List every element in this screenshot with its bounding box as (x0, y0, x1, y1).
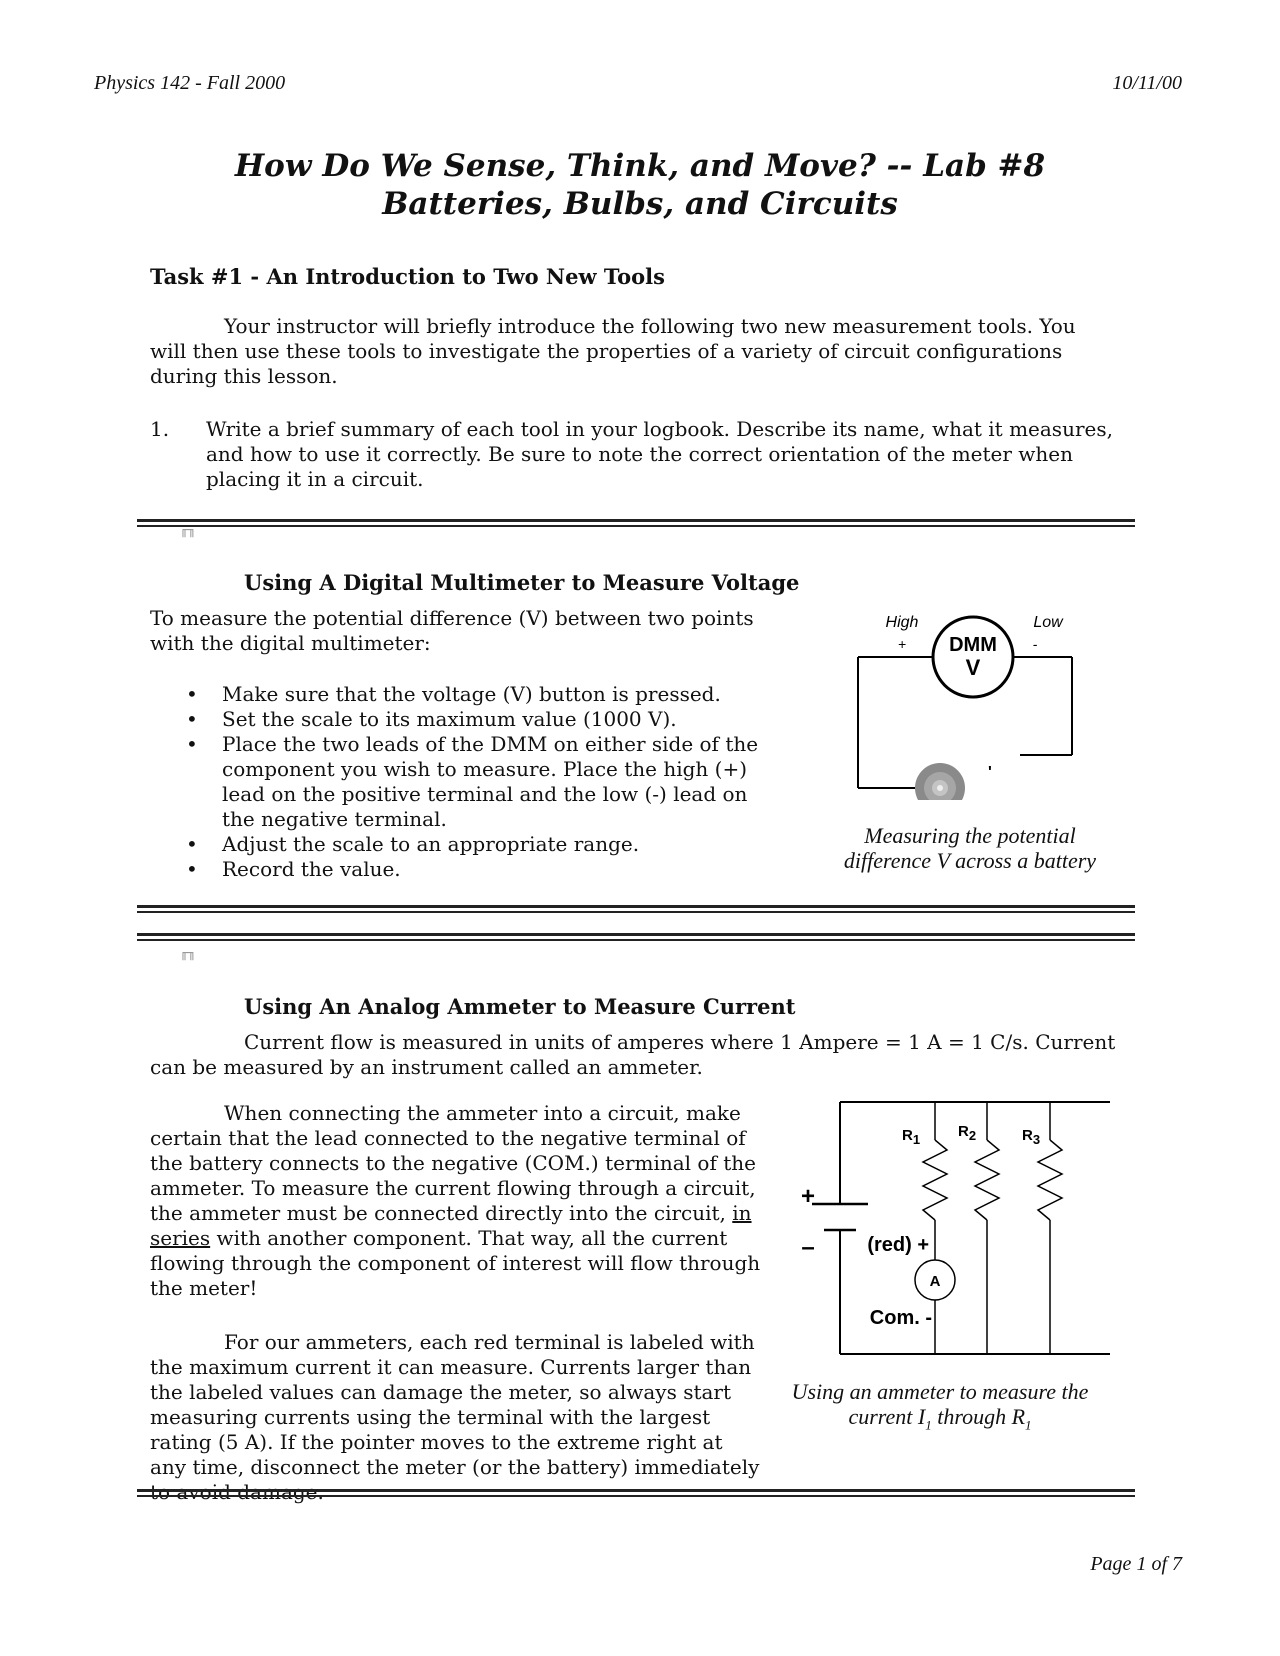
list-number: 1. (150, 417, 170, 441)
dmm-caption-line1: Measuring the potential (864, 823, 1076, 848)
list-item: • Adjust the scale to an appropriate range. (186, 832, 640, 856)
plus-label: + (897, 636, 907, 652)
task-heading: Task #1 - An Introduction to Two New Tools (150, 264, 665, 289)
dmm-circuit-diagram (840, 600, 1100, 800)
list-item: • Place the two leads of the DMM on either side of the component you wish to measure. Place the high (+) lead on the positive terminal and the low (-) lead on the negative terminal. (186, 732, 759, 831)
list-item: • Make sure that the voltage (V) button is pressed. (186, 682, 721, 706)
course-header: Physics 142 - Fall 2000 (94, 72, 286, 94)
dmm-steps-list (150, 682, 770, 882)
ammeter-label: A (929, 1273, 941, 1290)
ammeter-connection-paragraph: When connecting the ammeter into a circuit, make certain that the lead connected to the negative terminal of the battery connects to the negative (COM.) terminal of the ammeter. To measure the current flowing through a circuit, the ammeter must be connected directly into the circuit, in series with another component. That way, all the current flowing through the component of interest will flow through the meter! (150, 1101, 761, 1300)
section-divider (137, 519, 1135, 522)
dmm-caption-line2: difference V across a battery (843, 848, 1097, 873)
section-marker: ╓╖ (180, 946, 196, 961)
low-label: Low (1033, 614, 1063, 631)
section-divider (137, 1489, 1135, 1492)
page-number: Page 1 of 7 (1090, 1553, 1182, 1575)
battery-plus: + (800, 1183, 816, 1210)
battery-minus: – (801, 1234, 815, 1261)
r1-label: R1 (902, 1127, 921, 1147)
high-label: High (885, 614, 919, 631)
list-item: • Set the scale to its maximum value (1000 V). (186, 707, 677, 731)
in-series-text: in series (150, 1201, 752, 1250)
section-divider (137, 905, 1135, 908)
page-title: How Do We Sense, Think, and Move? -- Lab #8 (234, 148, 1046, 184)
dmm-label: DMM (949, 634, 997, 656)
ammeter-caption-line1: Using an ammeter to measure the (791, 1379, 1089, 1404)
dmm-intro: To measure the potential difference (V) between two points with the digital multimeter: (150, 606, 754, 655)
ammeter-caption-line2: current $I_1$ through $R_1$ (848, 1404, 1032, 1433)
ammeter-warning-paragraph: For our ammeters, each red terminal is labeled with the maximum current it can measure. Currents larger than the labeled values can damage the meter, so always start measuring currents using the terminal with the largest rating (5 A). If the pointer moves to the extreme right at any time, disconnect the meter (or the battery) immediately to avoid damage. (150, 1330, 760, 1504)
r2-label: R2 (958, 1123, 977, 1143)
page-subtitle: Batteries, Bulbs, and Circuits (382, 186, 898, 222)
dmm-heading: Using A Digital Multimeter to Measure Voltage (244, 570, 800, 595)
task-item-text: Write a brief summary of each tool in your logbook. Describe its name, what it measures, and how to use it correctly. Be sure to note the correct orientation of the meter when placing it in a circuit. (206, 417, 1113, 491)
red-terminal-label: (red) + (867, 1234, 929, 1256)
date-header: 10/11/00 (1112, 72, 1182, 94)
section-marker: ╓╖ (180, 523, 196, 538)
resistor-r2 (975, 1140, 999, 1220)
minus-label: - (1032, 636, 1038, 652)
ammeter-intro: Current flow is measured in units of amperes where 1 Ampere = 1 A = 1 C/s. Current can be measured by an instrument called an ammeter. (150, 1030, 1116, 1079)
voltage-label: V (965, 655, 981, 680)
ammeter-circuit-diagram (790, 1092, 1130, 1362)
list-item: • Record the value. (186, 857, 401, 881)
tick-mark: ' (988, 764, 992, 781)
com-terminal-label: Com. - (869, 1307, 932, 1329)
task-intro: Your instructor will briefly introduce the following two new measurement tools. You will then use these tools to investigate the properties of a variety of circuit configurations during this lesson. (150, 314, 1076, 388)
r3-label: R3 (1022, 1127, 1041, 1147)
resistor-r1 (923, 1140, 947, 1220)
ammeter-heading: Using An Analog Ammeter to Measure Current (244, 994, 796, 1019)
resistor-r3 (1038, 1140, 1062, 1220)
section-divider (137, 933, 1135, 936)
